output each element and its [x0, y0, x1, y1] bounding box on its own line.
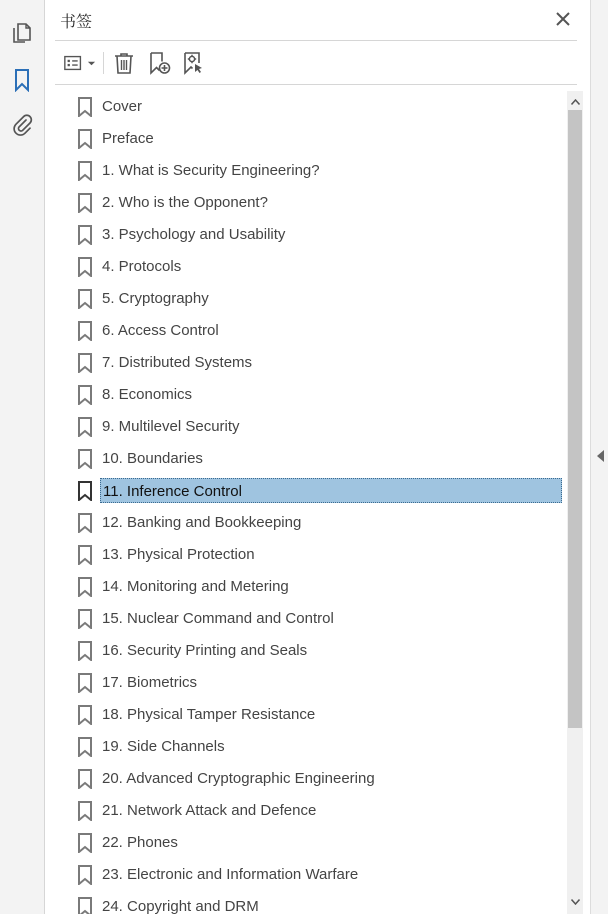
bookmark-icon	[77, 97, 93, 117]
bookmark-label[interactable]: 5. Cryptography	[102, 290, 209, 307]
bookmark-icon	[77, 129, 93, 149]
pane-collapse-strip	[590, 0, 608, 914]
bookmarks-toolbar	[55, 46, 575, 80]
bookmark-item[interactable]	[45, 155, 567, 187]
bookmark-item[interactable]	[45, 187, 567, 219]
bookmark-item[interactable]	[45, 219, 567, 251]
bookmark-item[interactable]	[45, 859, 567, 891]
bookmark-label[interactable]: 3. Psychology and Usability	[102, 226, 286, 243]
bookmark-label[interactable]: 14. Monitoring and Metering	[102, 578, 289, 595]
bookmark-icon	[77, 897, 93, 914]
bookmark-properties-icon	[181, 51, 205, 75]
bookmark-label[interactable]: 20. Advanced Cryptographic Engineering	[102, 770, 375, 787]
paperclip-icon	[10, 113, 34, 137]
bookmark-label[interactable]: Cover	[102, 98, 143, 115]
bookmark-icon	[77, 257, 93, 277]
page-thumbnails-button[interactable]	[9, 19, 35, 47]
chevron-down-icon	[571, 899, 580, 905]
bookmark-label[interactable]: 17. Biometrics	[102, 674, 198, 691]
chevron-up-icon	[571, 99, 580, 105]
bookmark-item[interactable]	[45, 795, 567, 827]
bookmark-icon	[77, 321, 93, 341]
bookmark-icon	[77, 641, 93, 661]
bookmark-label[interactable]: 16. Security Printing and Seals	[102, 642, 308, 659]
options-list-icon	[63, 52, 85, 74]
bookmark-icon	[77, 737, 93, 757]
new-bookmark-icon	[147, 51, 171, 75]
bookmark-icon	[77, 865, 93, 885]
bookmark-icon	[77, 545, 93, 565]
bookmark-icon	[77, 417, 93, 437]
bookmark-icon	[77, 385, 93, 405]
bookmark-icon	[77, 801, 93, 821]
bookmark-item[interactable]	[45, 635, 567, 667]
toolbar-divider-line	[55, 84, 577, 85]
bookmark-item[interactable]	[45, 379, 567, 411]
attachments-button[interactable]	[9, 111, 35, 139]
bookmark-item[interactable]	[45, 539, 567, 571]
trash-icon	[112, 51, 136, 75]
bookmark-label[interactable]: 22. Phones	[102, 834, 178, 851]
bookmark-item[interactable]	[45, 411, 567, 443]
triangle-left-icon	[597, 450, 604, 462]
delete-bookmark-button[interactable]	[111, 49, 137, 77]
bookmark-icon	[77, 193, 93, 213]
bookmark-icon	[77, 577, 93, 597]
bookmark-label[interactable]: 23. Electronic and Information Warfare	[102, 866, 359, 883]
bookmark-label[interactable]: 19. Side Channels	[102, 738, 225, 755]
bookmark-icon	[77, 513, 93, 533]
bookmark-label[interactable]: 9. Multilevel Security	[102, 418, 240, 435]
pages-icon	[10, 21, 34, 45]
bookmark-label[interactable]: 11. Inference Control	[100, 478, 562, 503]
bookmark-label[interactable]: 7. Distributed Systems	[102, 354, 253, 371]
new-bookmark-button[interactable]	[145, 49, 173, 77]
bookmark-label[interactable]: 13. Physical Protection	[102, 546, 255, 563]
bookmark-icon	[77, 833, 93, 853]
bookmark-label[interactable]: 21. Network Attack and Defence	[102, 802, 317, 819]
bookmark-item[interactable]	[45, 347, 567, 379]
bookmark-icon	[10, 68, 34, 92]
navigation-rail	[0, 0, 45, 914]
bookmark-item[interactable]	[45, 603, 567, 635]
bookmark-icon	[77, 705, 93, 725]
bookmark-item[interactable]	[45, 507, 567, 539]
options-menu-button[interactable]	[60, 49, 98, 77]
bookmark-label[interactable]: 10. Boundaries	[102, 450, 203, 467]
bookmarks-panel	[45, 0, 590, 914]
bookmark-item[interactable]	[45, 283, 567, 315]
bookmark-icon	[77, 481, 93, 501]
bookmark-icon	[77, 289, 93, 309]
bookmark-item[interactable]	[45, 699, 567, 731]
bookmark-item[interactable]	[45, 763, 567, 795]
bookmark-label[interactable]: 4. Protocols	[102, 258, 182, 275]
bookmark-item[interactable]	[45, 443, 567, 475]
bookmark-item[interactable]	[45, 315, 567, 347]
bookmark-list	[45, 91, 567, 914]
chevron-down-icon	[87, 59, 96, 68]
bookmark-icon	[77, 353, 93, 373]
bookmark-icon	[77, 225, 93, 245]
bookmark-label[interactable]: 6. Access Control	[102, 322, 219, 339]
bookmark-icon	[77, 609, 93, 629]
bookmark-label[interactable]: 8. Economics	[102, 386, 193, 403]
bookmark-item[interactable]	[45, 251, 567, 283]
bookmark-label[interactable]: 2. Who is the Opponent?	[102, 194, 268, 211]
bookmark-label[interactable]: 24. Copyright and DRM	[102, 898, 259, 914]
bookmark-label[interactable]: 18. Physical Tamper Resistance	[102, 706, 316, 723]
toolbar-divider	[103, 52, 104, 74]
scrollbar-thumb[interactable]	[568, 110, 582, 728]
bookmark-item[interactable]	[45, 123, 567, 155]
bookmark-item[interactable]	[45, 891, 567, 914]
close-icon	[556, 12, 570, 26]
bookmark-item[interactable]	[45, 827, 567, 859]
bookmark-icon	[77, 769, 93, 789]
bookmark-label[interactable]: 1. What is Security Engineering?	[102, 162, 320, 179]
bookmark-label[interactable]: 15. Nuclear Command and Control	[102, 610, 334, 627]
bookmark-item[interactable]	[45, 91, 567, 123]
vertical-scrollbar[interactable]	[567, 91, 583, 914]
bookmark-properties-button[interactable]	[179, 49, 207, 77]
panel-title: 书签	[60, 12, 93, 31]
header-divider	[55, 40, 577, 41]
bookmark-label[interactable]: Preface	[102, 130, 154, 147]
scroll-down-button[interactable]	[567, 893, 583, 911]
bookmark-item[interactable]	[45, 571, 567, 603]
bookmark-icon	[77, 673, 93, 693]
bookmark-icon	[77, 449, 93, 469]
bookmark-label[interactable]: 12. Banking and Bookkeeping	[102, 514, 302, 531]
bookmark-item[interactable]	[45, 731, 567, 763]
scroll-up-button[interactable]	[567, 93, 583, 111]
close-panel-button[interactable]	[552, 8, 574, 30]
bookmark-icon	[77, 161, 93, 181]
bookmarks-button[interactable]	[9, 66, 35, 94]
bookmark-item[interactable]	[45, 475, 567, 507]
bookmark-item[interactable]	[45, 667, 567, 699]
collapse-pane-button[interactable]	[594, 448, 606, 464]
